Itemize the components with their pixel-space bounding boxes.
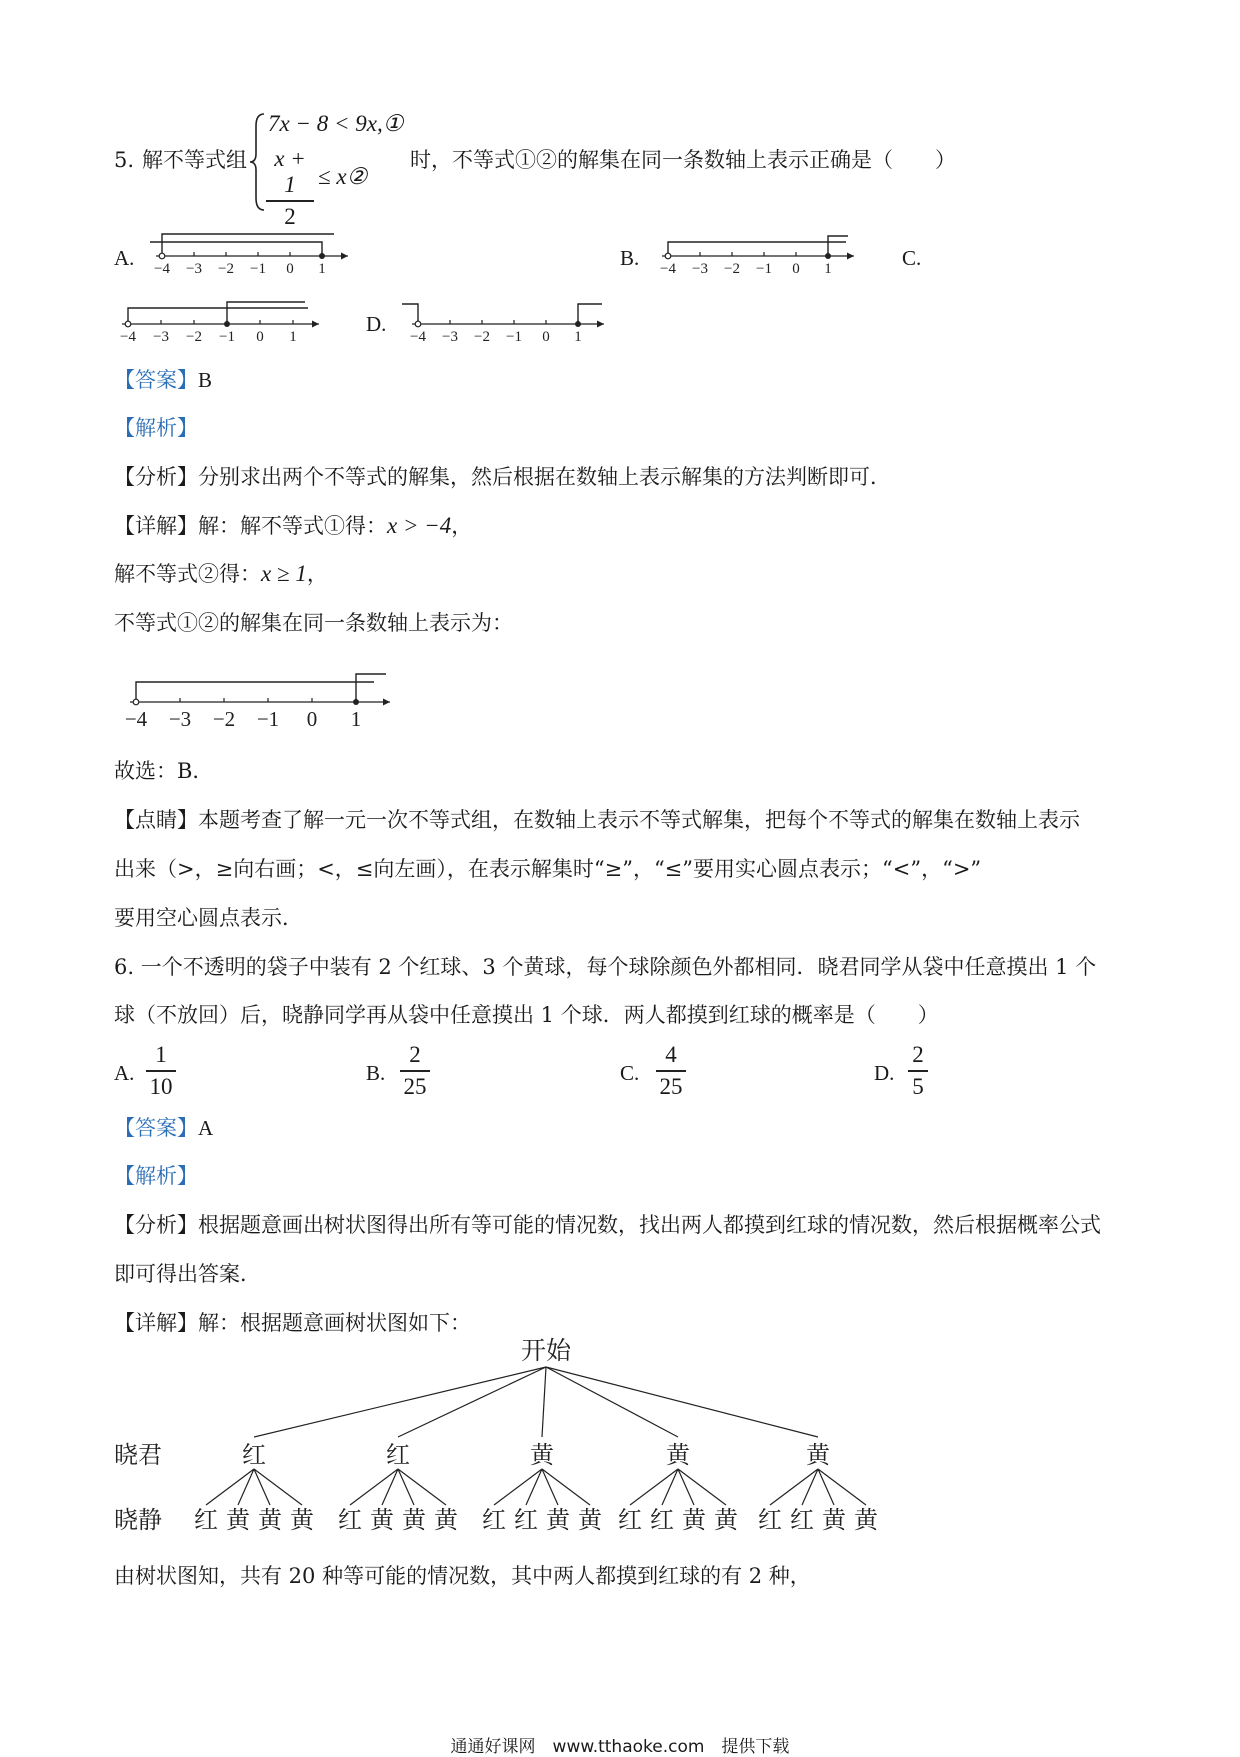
q5-option-a-label: A.	[114, 246, 135, 270]
tick-label: −2	[212, 707, 236, 731]
system-brace	[250, 112, 266, 212]
tick-label: −4	[410, 329, 426, 345]
q5-detail-1-math: x > −4	[387, 513, 452, 538]
solution-bracket	[136, 682, 374, 702]
solution-bracket	[402, 304, 418, 324]
system-line-1: 7x − 8 < 9x,①	[268, 111, 404, 136]
q5-choose: 故选：B．	[114, 759, 214, 783]
tree-node-level2: 红	[194, 1508, 218, 1534]
tick-label: 1	[824, 261, 832, 277]
q6-analysis-label: 【解析】	[114, 1164, 198, 1188]
tick-label: −1	[756, 261, 772, 277]
tree-node-level2: 黄	[578, 1508, 602, 1534]
tree-branch	[398, 1469, 446, 1505]
q6-option-c-label: C.	[620, 1061, 640, 1085]
tree-row-label: 晓君	[114, 1443, 162, 1469]
q5-dianjing-line-1	[114, 808, 1080, 832]
open-dot	[133, 699, 139, 705]
tree-diagram	[0, 1335, 1240, 1535]
tick-label: −1	[506, 329, 522, 345]
q5-detail-line-2	[114, 562, 328, 586]
q5-dianjing-2: 出来（>，≥向右画；<，≤向左画），在表示解集时“≥”，“≤”要用实心圆点表示；“<”，“>”	[114, 857, 982, 881]
q6-option-b-numerator: 2	[409, 1042, 421, 1067]
system-fraction	[266, 146, 314, 230]
tick-label: −4	[120, 329, 136, 345]
q6-option-a-numerator: 1	[155, 1042, 167, 1067]
tree-node-level2: 黄	[546, 1508, 570, 1534]
q5-stem-tail: 时，不等式①②的解集在同一条数轴上表示正确是（ ）	[410, 148, 956, 172]
tree-branch	[678, 1469, 726, 1505]
solid-dot	[575, 321, 581, 327]
q5-detail-3: 不等式①②的解集在同一条数轴上表示为：	[114, 611, 513, 635]
solution-bracket	[128, 308, 308, 324]
system-line-2-rest: ≤ x②	[318, 164, 368, 189]
q5-option-c-label: C.	[902, 246, 922, 270]
fenxi-label: 【分析】	[114, 465, 198, 489]
tree-branch	[546, 1367, 678, 1437]
tree-branch	[630, 1469, 678, 1505]
tick-label: −3	[186, 261, 202, 277]
tree-branch	[818, 1469, 866, 1505]
q6-option-a-denominator: 10	[149, 1073, 173, 1099]
tree-branch	[398, 1367, 546, 1437]
q5-dianjing-1: 本题考查了解一元一次不等式组，在数轴上表示不等式解集，把每个不等式的解集在数轴上表示	[198, 808, 1080, 832]
q5-detail-line-1	[114, 514, 472, 538]
tree-branch	[542, 1367, 546, 1437]
tick-label: −3	[153, 329, 169, 345]
q6-fenxi-1: 根据题意画出树状图得出所有等可能的情况数，找出两人都摸到红球的情况数，然后根据概率公式	[198, 1213, 1101, 1237]
tick-label: 0	[286, 261, 294, 277]
fraction-bar	[656, 1070, 686, 1072]
tick-label: 0	[542, 329, 550, 345]
fraction-bar	[146, 1070, 176, 1072]
tree-node-level2: 红	[790, 1508, 814, 1534]
tree-node-level2: 黄	[434, 1508, 458, 1534]
solid-dot	[224, 321, 230, 327]
tick-label: −2	[186, 329, 202, 345]
tick-label: −4	[660, 261, 676, 277]
tree-branch	[770, 1469, 818, 1505]
tick-label: −1	[250, 261, 266, 277]
tree-node-level2: 黄	[258, 1508, 282, 1534]
tree-node-level1: 黄	[666, 1443, 690, 1469]
tree-branch	[494, 1469, 542, 1505]
tree-node-level2: 红	[338, 1508, 362, 1534]
tree-node-level2: 黄	[402, 1508, 426, 1534]
axis-arrow	[341, 253, 348, 260]
solution-bracket	[578, 304, 602, 324]
axis-arrow	[383, 699, 390, 706]
q5-detail-1: 解：解不等式①得：	[198, 514, 387, 538]
tree-node-level2: 红	[758, 1508, 782, 1534]
tick-label: −4	[124, 707, 148, 731]
tick-label: 1	[350, 707, 362, 731]
tick-label: −1	[256, 707, 280, 731]
number-line-option-d	[406, 300, 616, 350]
fenxi-label: 【分析】	[114, 1213, 198, 1237]
tree-node-level2: 红	[618, 1508, 642, 1534]
solution-bracket	[356, 674, 386, 702]
q5-fenxi-line	[114, 465, 891, 489]
q6-stem-line-1: 6. 一个不透明的袋子中装有 2 个红球、3 个黄球，每个球除颜色外都相同．晓君同学从袋中任意摸出 1 个	[114, 955, 1097, 979]
tree-branch	[542, 1469, 590, 1505]
solid-dot	[353, 699, 359, 705]
solution-bracket	[828, 236, 848, 256]
tree-branch	[254, 1367, 546, 1437]
tick-label: 1	[289, 329, 297, 345]
q5-fenxi: 分别求出两个不等式的解集，然后根据在数轴上表示解集的方法判断即可．	[198, 465, 891, 489]
tree-row-label: 晓静	[114, 1508, 162, 1534]
tick-label: −2	[218, 261, 234, 277]
q6-option-a-label: A.	[114, 1061, 135, 1085]
dianjing-label: 【点睛】	[114, 808, 198, 832]
tick-label: 0	[306, 707, 318, 731]
tree-node-level2: 黄	[714, 1508, 738, 1534]
q6-option-d-numerator: 2	[912, 1042, 924, 1067]
tree-node-level2: 黄	[290, 1508, 314, 1534]
q5-number: 5.	[114, 148, 135, 172]
q6-fenxi-line-1	[114, 1213, 1101, 1237]
q5-detail-1-end: ，	[451, 514, 473, 538]
q6-stem-line-2: 球（不放回）后，晓静同学再从袋中任意摸出 1 个球．两人都摸到红球的概率是（ ）	[114, 1003, 939, 1027]
q6-fenxi-2: 即可得出答案．	[114, 1262, 261, 1286]
tree-branch	[254, 1469, 302, 1505]
tick-label: −3	[442, 329, 458, 345]
answer-label: 【答案】	[114, 368, 198, 392]
tick-label: 1	[574, 329, 582, 345]
solution-bracket	[150, 242, 322, 256]
number-line-option-c	[116, 296, 336, 346]
q5-answer-line	[114, 368, 212, 392]
q5-analysis-label: 【解析】	[114, 416, 198, 440]
axis-arrow	[597, 321, 604, 328]
tree-node-level2: 红	[650, 1508, 674, 1534]
tree-node-level2: 黄	[226, 1508, 250, 1534]
fraction-bar	[266, 200, 314, 202]
tree-branch	[546, 1367, 818, 1437]
tree-node-level2: 黄	[822, 1508, 846, 1534]
tree-node-level2: 红	[514, 1508, 538, 1534]
open-dot	[125, 321, 131, 327]
answer-label: 【答案】	[114, 1116, 198, 1140]
tree-root: 开始	[520, 1338, 572, 1365]
system-fraction-numerator: x + 1	[274, 146, 306, 197]
open-dot	[415, 321, 421, 327]
tick-label: 1	[318, 261, 326, 277]
q6-option-c-fraction	[656, 1042, 686, 1100]
tree-node-level1: 红	[242, 1443, 266, 1469]
tree-branch	[350, 1469, 398, 1505]
q5-option-b-label: B.	[620, 246, 640, 270]
system-fraction-denominator: 2	[284, 203, 296, 229]
q6-option-d-fraction	[908, 1042, 928, 1100]
q6-option-b-denominator: 25	[403, 1073, 427, 1099]
q5-detail-2: 解不等式②得：	[114, 562, 261, 586]
q6-option-c-denominator: 25	[659, 1073, 683, 1099]
number-line-option-a	[150, 228, 360, 278]
fraction-bar	[400, 1070, 430, 1072]
tick-label: −3	[168, 707, 192, 731]
axis-arrow	[312, 321, 319, 328]
number-line-option-b	[656, 234, 866, 282]
tick-label: −2	[474, 329, 490, 345]
solid-dot	[825, 253, 831, 259]
q6-option-d-label: D.	[874, 1061, 895, 1085]
q6-answer: A	[198, 1116, 214, 1140]
q6-option-c-numerator: 4	[665, 1042, 677, 1067]
axis-arrow	[847, 253, 854, 260]
q5-option-d-label: D.	[366, 312, 387, 336]
q5-detail-2-math: x ≥ 1	[261, 561, 307, 586]
tree-node-level1: 黄	[806, 1443, 830, 1469]
tree-node-level2: 黄	[682, 1508, 706, 1534]
q5-answer: B	[198, 368, 213, 392]
tick-label: −4	[154, 261, 170, 277]
tree-node-level2: 红	[482, 1508, 506, 1534]
tick-label: 0	[256, 329, 264, 345]
fraction-bar	[908, 1070, 928, 1072]
solution-bracket	[668, 242, 846, 256]
open-dot	[665, 253, 671, 259]
q5-detail-2-end: ，	[306, 562, 328, 586]
q5-stem-lead: 解不等式组	[142, 148, 247, 172]
q6-option-b-label: B.	[366, 1061, 386, 1085]
tick-label: 0	[792, 261, 800, 277]
solution-bracket	[162, 234, 334, 256]
tick-label: −2	[724, 261, 740, 277]
number-line-solution	[120, 664, 410, 734]
tick-label: −1	[219, 329, 235, 345]
tree-node-level2: 黄	[370, 1508, 394, 1534]
q6-detail-1: 解：根据题意画树状图如下：	[198, 1311, 471, 1335]
q6-option-b-fraction	[400, 1042, 430, 1100]
tick-label: −3	[692, 261, 708, 277]
q5-dianjing-3: 要用空心圆点表示．	[114, 906, 303, 930]
q6-option-d-denominator: 5	[912, 1073, 924, 1099]
detail-label: 【详解】	[114, 1311, 198, 1335]
tree-node-level1: 黄	[530, 1443, 554, 1469]
tree-node-level1: 红	[386, 1443, 410, 1469]
solid-dot	[319, 253, 325, 259]
q6-conclusion: 由树状图知，共有 20 种等可能的情况数，其中两人都摸到红球的有 2 种，	[114, 1564, 811, 1588]
tree-node-level2: 黄	[854, 1508, 878, 1534]
q6-detail-line-1	[114, 1311, 471, 1335]
footer: 通通好课网 www.tthaoke.com 提供下载	[450, 1737, 790, 1757]
q6-answer-line	[114, 1116, 213, 1140]
q6-option-a-fraction	[146, 1042, 176, 1100]
detail-label: 【详解】	[114, 514, 198, 538]
tree-branch	[206, 1469, 254, 1505]
open-dot	[159, 253, 165, 259]
